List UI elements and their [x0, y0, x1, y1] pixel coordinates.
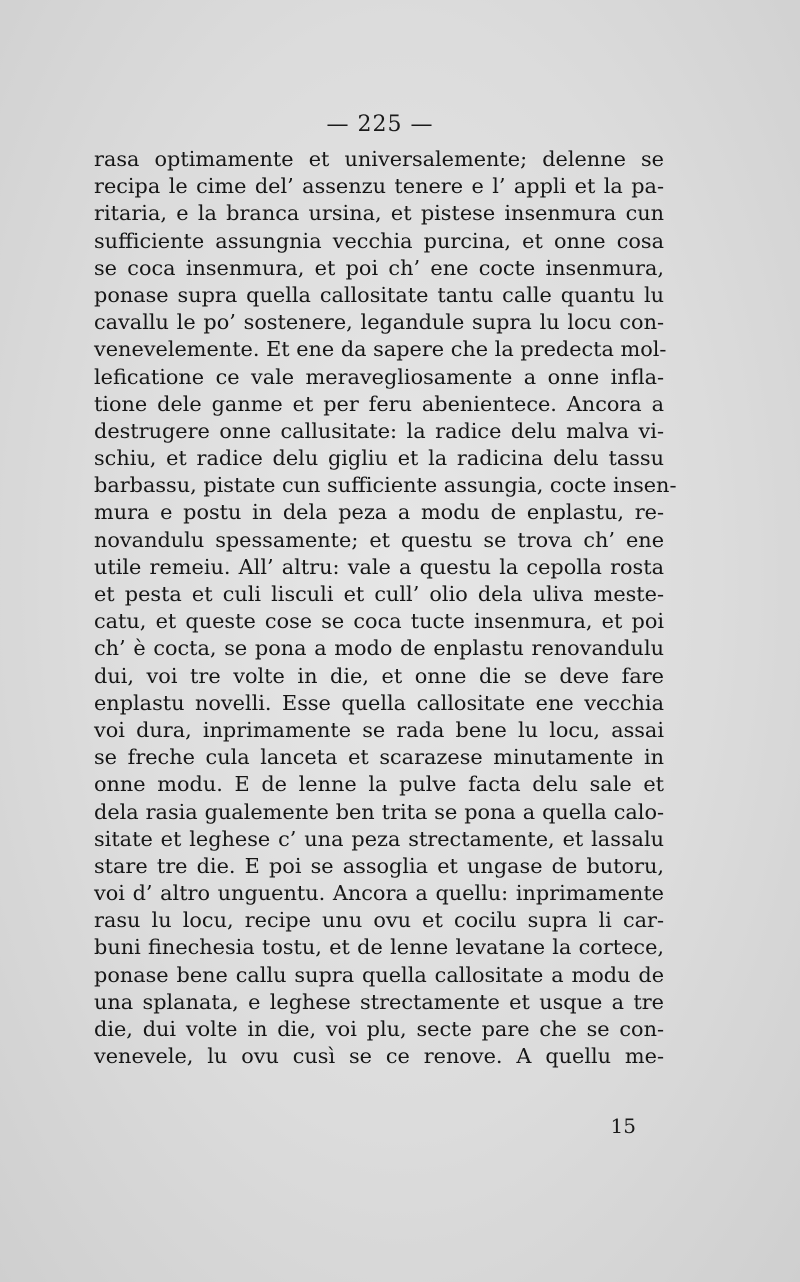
text-line: novandulu spessamente; et questu se trova ch’ ene [94, 527, 664, 552]
text-line: onne modu. E de lenne la pulve facta delu sale et [94, 772, 664, 797]
text-line: una splanata, e leghese strectamente et usque a tre [94, 989, 664, 1014]
text-line: mura e postu in dela peza a modu de enplastu, re- [94, 500, 664, 525]
text-line: et pesta et culi lisculi et cull’ olio dela uliva meste- [94, 582, 664, 606]
text-line: cavallu le po’ sostenere, legandule supra lu locu con- [94, 310, 664, 335]
text-line: dui, voi tre volte in die, et onne die se deve fare [94, 663, 664, 688]
text-line: sufficiente assungnia vecchia purcina, et onne cosa [94, 228, 664, 253]
text-line: se coca insenmura, et poi ch’ ene cocte insenmura, [94, 255, 664, 280]
body-text [94, 146, 677, 1070]
text-line: enplastu novelli. Esse quella callositate ene vecchia [94, 690, 664, 715]
text-line: recipa le cime del’ assenzu tenere e l’ appli et la pa- [94, 174, 664, 199]
text-line: schiu, et radice delu gigliu et la radicina delu tassu [94, 446, 664, 471]
text-line: rasa optimamente et universalemente; delenne se [94, 147, 664, 171]
text-line: buni finechesia tostu, et de lenne levatane la cortece, [94, 935, 664, 960]
text-line: catu, et queste cose se coca tucte insenmura, et poi [94, 609, 664, 634]
signature-mark: 15 [610, 1114, 636, 1138]
text-line: voi dura, inprimamente se rada bene lu locu, assai [94, 717, 664, 742]
text-line: utile remeiu. All’ altru: vale a questu la cepolla rosta [94, 554, 664, 579]
text-line: stare tre die. E poi se assoglia et ungase de butoru, [94, 853, 664, 878]
text-line: ponase bene callu supra quella callositate a modu de [94, 962, 664, 987]
text-line: barbassu, pistate cun sufficiente assungia, cocte insen- [94, 473, 677, 498]
text-line: tione dele ganme et per feru abenientece. Ancora a [94, 391, 664, 416]
text-line: leficatione ce vale meravegliosamente a onne infla- [94, 364, 664, 389]
text-line: ponase supra quella callositate tantu calle quantu lu [94, 282, 664, 307]
text-line: destrugere onne callusitate: la radice delu malva vi- [94, 418, 664, 443]
text-line: die, dui volte in die, voi plu, secte pare che se con- [94, 1017, 664, 1041]
text-line: venevelemente. Et ene da sapere che la predecta mol- [94, 337, 667, 362]
text-line: sitate et leghese c’ una peza strectamente, et lassalu [94, 826, 664, 851]
text-line: se freche cula lanceta et scarazese minutamente in [94, 745, 664, 770]
text-line: ritaria, e la branca ursina, et pistese insenmura cun [94, 201, 664, 226]
text-line: ch’ è cocta, se pona a modo de enplastu renovandulu [94, 636, 664, 661]
text-line: venevele, lu ovu cusì se ce renove. A quellu me- [94, 1044, 664, 1069]
page-number-header: — 225 — [326, 112, 434, 137]
text-line: dela rasia gualemente ben trita se pona a quella calo- [94, 799, 664, 824]
text-line: rasu lu locu, recipe unu ovu et cocilu supra li car- [94, 908, 664, 933]
text-line: voi d’ altro unguentu. Ancora a quellu: inprimamente [94, 881, 664, 906]
